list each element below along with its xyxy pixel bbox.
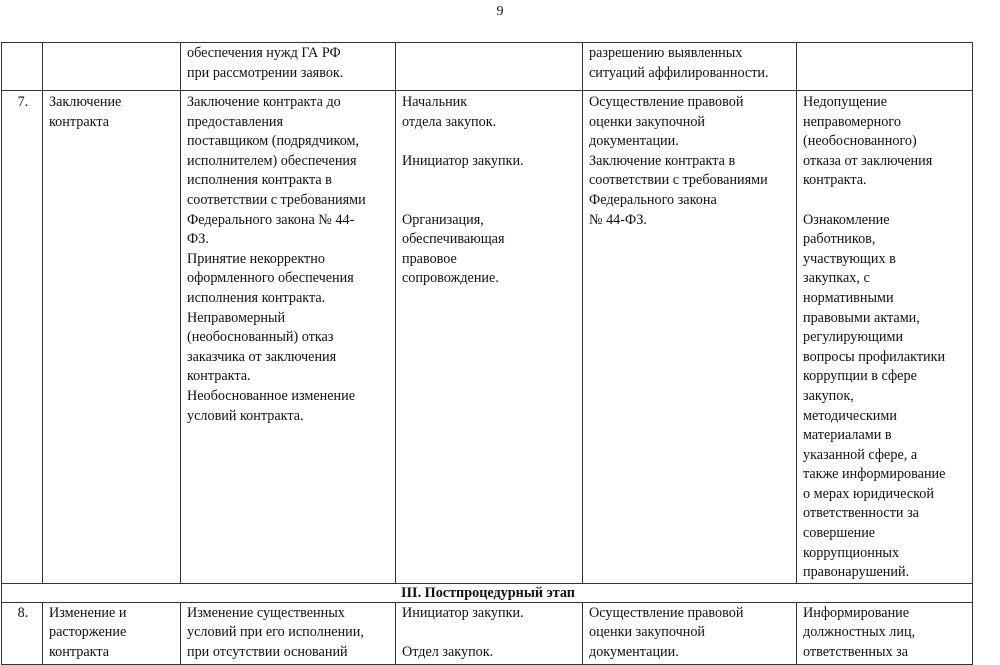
- cell-stage: [43, 43, 181, 91]
- cell-number: 7.: [2, 91, 43, 584]
- cell-risk: Заключение контракта до предоставления поставщиком (подрядчиком, исполнителем) обеспечения исполнения контракта в соответствии с требованиями Федерального закона № 44- ФЗ. Принятие некорректно оформленного обеспечения исполнения контракта. Неправомерный (необоснованный) отказ заказчика от заключения контракта. Необоснованное изменение условий контракта.: [181, 91, 396, 584]
- cell-measures: Осуществление правовой оценки закупочной документации.: [583, 602, 797, 664]
- cell-prevention: Недопущение неправомерного (необоснованного) отказа от заключения контракта. Ознакомление работников, участвующих в закупках, с нормативными правовыми актами, регулирующими вопросы профилактики коррупции в сфере закупок, методическими материалами в указанной сфере, а также информирование о мерах юридической ответственности за совершение коррупционных правонарушений.: [797, 91, 973, 584]
- cell-stage: Заключение контракта: [43, 91, 181, 584]
- cell-measures: Осуществление правовой оценки закупочной документации. Заключение контракта в соответствии с требованиями Федерального закона № 44-ФЗ.: [583, 91, 797, 584]
- cell-stage: Изменение и расторжение контракта: [43, 602, 181, 664]
- cell-measures: разрешению выявленных ситуаций аффилированности.: [583, 43, 797, 91]
- cell-risk: Изменение существенных условий при его исполнении, при отсутствии оснований: [181, 602, 396, 664]
- cell-responsible: [396, 43, 583, 91]
- risk-table: [1, 42, 973, 665]
- cell-number: 8.: [2, 602, 43, 664]
- cell-prevention: [797, 43, 973, 91]
- section-header-row: [2, 583, 973, 602]
- cell-responsible: Начальник отдела закупок. Инициатор закупки. Организация, обеспечивающая правовое сопровождение.: [396, 91, 583, 584]
- cell-responsible: Инициатор закупки. Отдел закупок.: [396, 602, 583, 664]
- table-row-7: [2, 91, 973, 584]
- cell-risk: обеспечения нужд ГА РФ при рассмотрении заявок.: [181, 43, 396, 91]
- table-row-8: [2, 602, 973, 664]
- cell-prevention: Информирование должностных лиц, ответственных за: [797, 602, 973, 664]
- table-row-continued: [2, 43, 973, 91]
- section-header: III. Постпроцедурный этап: [2, 583, 973, 602]
- page-number: 9: [496, 4, 504, 19]
- cell-number: [2, 43, 43, 91]
